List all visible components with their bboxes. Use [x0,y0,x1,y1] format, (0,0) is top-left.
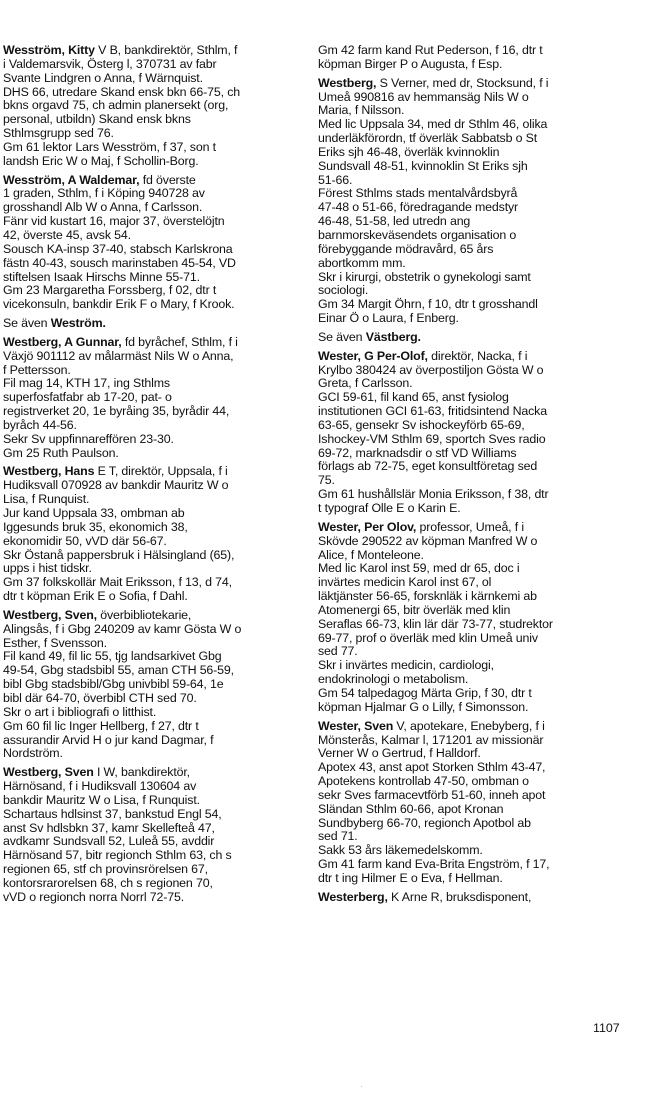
entry-wester-per-olov: Wester, Per Olov, professor, Umeå, f i Skövde 290522 av köpman Manfred W o Alice, f Monteleone. Med lic Karol inst 59, med dr 65, doc i invärtes medicin Karol inst 67, ol läktjänster 56-65, forsknläk i kärnkemi ab Atomenergi 65, bitr överläk med klin Seraflas 66-73, klin lär där 73-77, studrektor 69-77, prof o överläk med klin Umeå univ sed 77. Skr i invärtes medicin, cardiologi, endokrinologi o metabolism. Gm 54 talpedagog Märta Grip, f 30, dtr t köpman Hjalmar G o Lilly, f Simonsson. [318,519,553,714]
see-also-westrom: Se även Weström. [3,316,106,331]
entry-name: Wester, G Per-Olof, [318,348,428,363]
entry-westberg-hans: Westberg, Hans E T, direktör, Uppsala, f i Hudiksvall 070928 av bankdir Mauritz W o Lisa, f Runquist. Jur kand Uppsala 33, ombman ab Iggesunds bruk 35, ekonomich 38, ekonomidir 50, vVD där 56-67. Skr Östanå pappersbruk i Hälsingland (65), upps i hist tidskr. Gm 37 folkskollär Mait Eriksson, f 13, d 74, dtr t köpman Erik E o Sofia, f Dahl. [3,464,235,604]
entry-westerberg-arne: Westerberg, K Arne R, bruksdisponent, [318,889,532,904]
entry-name: Westberg, Sven [3,765,94,780]
entry-wester-sven: Wester, Sven V, apotekare, Enebyberg, f i Mönsterås, Kalmar l, 171201 av missionär Verner W o Gertrud, f Halldorf. Apotex 43, anst apot Storken Sthlm 43-47, Apotekens kontrollab 47-50, ombman o sekr Sves farmacevtförb 51-60, inneh apot Sländan Sthlm 60-66, apot Kronan Sundbyberg 66-70, regionch Apotbol ab sed 71. Sakk 53 års läkemedelskomm. Gm 41 farm kand Eva-Brita Engström, f 17, dtr t ing Hilmer E o Eva, f Hellman. [318,718,550,885]
see-also-vastberg: Se även Västberg. [318,329,421,344]
entry-wesstrom-kitty: Wesström, Kitty V B, bankdirektör, Sthlm, f i Valdemarsvik, Österg l, 370731 av fabr Svante Lindgren o Anna, f Wärnquist. DHS 66, utredare Skand ensk bkn 66-75, ch bkns orgavd 75, ch admin planersekt (org, personal, utbildn) Skand ensk bkns Sthlmsgrupp sed 76. Gm 61 lektor Lars Wesström, f 37, son t landsh Eric W o Maj, f Schollin-Borg. [3,43,240,168]
entry-name: Westberg, Sven, [3,607,97,622]
entry-name: Westberg, [318,75,377,90]
right-column [318,44,622,910]
left-column [3,44,307,910]
entry-name: Westerberg, [318,889,388,904]
scan-mark: · [360,1082,363,1091]
page-number: 1107 [593,1021,620,1035]
entry-westberg-verner: Westberg, S Verner, med dr, Stocksund, f i Umeå 990816 av hemmansäg Nils W o Maria, f Nilsson. Med lic Uppsala 34, med dr Sthlm 46, olika underläkförordn, tf överläk Sabbatsb o St Eriks sjh 46-48, överläk kvinnoklin Sundsvall 48-51, kvinnoklin St Eriks sjh 51-66. Förest Sthlms stads mentalvårdsbyrå 47-48 o 51-66, föredragande medstyr 46-48, 51-58, led utredn ang barnmorskeväsendets organisation o förebyggande mödravård, 65 års abortkomm mm. Skr i kirurgi, obstetrik o gynekologi samt sociologi. Gm 34 Margit Öhrn, f 10, dtr t grosshandl Einar Ö o Laura, f Enberg. [318,75,549,326]
entry-name: Wester, Sven [318,718,394,733]
entry-continuation: Gm 42 farm kand Rut Pederson, f 16, dtr t köpman Birger P o Augusta, f Esp. [318,43,543,71]
entry-wesstrom-waldemar: Wesström, A Waldemar, fd överste 1 graden, Sthlm, f i Köping 940728 av grosshandl Alb W o Anna, f Carlsson. Fänr vid kustart 16, major 37, överstelöjtn 42, överste 45, avsk 54. Sousch KA-insp 37-40, stabsch Karlskrona fästn 40-43, sousch marinstaben 45-54, VD stiftelsen Isaak Hirschs Minne 55-71. Gm 23 Margaretha Forssberg, f 02, dtr t vicekonsuln, bankdir Erik F o Mary, f Krook. [3,172,236,312]
entry-westberg-sven-2: Westberg, Sven I W, bankdirektör, Härnösand, f i Hudiksvall 130604 av bankdir Mauritz W o Lisa, f Runquist. Schartaus hdlsinst 37, bankstud Engl 54, anst Sv hdlsbkn 37, kamr Skellefteå 47, avdkamr Sundsvall 52, Luleå 55, avddir Härnösand 57, bitr regionch Sthlm 63, ch s regionen 65, stf ch provinsrörelsen 67, kontorsrarorelsen 68, ch s regionen 70, vVD o regionch norra Norrl 72-75. [3,765,232,904]
entry-name: Westberg, Hans [3,464,95,479]
entry-westberg-sven-1: Westberg, Sven, överbibliotekarie, Alingsås, f i Gbg 240209 av kamr Gösta W o Esther, f Svensson. Fil kand 49, fil lic 55, tjg landsarkivet Gbg 49-54, Gbg stadsbibl 55, aman CTH 56-59, bibl Gbg stadsbibl/Gbg univbibl 59-64, 1e bibl där 64-70, överbibl CTH sed 70. Skr o art i bibliografi o litthist. Gm 60 fil lic Inger Hellberg, f 27, dtr t assurandir Arvid H o jur kand Dagmar, f Nordström. [3,607,242,761]
entry-westberg-gunnar: Westberg, A Gunnar, fd byråchef, Sthlm, f i Växjö 901112 av målarmäst Nils W o Anna, f Pettersson. Fil mag 14, KTH 17, ing Sthlms superfosfatfabr ab 17-20, pat- o registrverket 20, 1e byråing 35, byrådir 44, byråch 44-56. Sekr Sv uppfinnareffören 23-30. Gm 25 Ruth Paulson. [3,334,238,460]
entry-name: Wester, Per Olov, [318,519,417,534]
entry-name: Westberg, A Gunnar, [3,334,122,349]
entry-name: Wesström, A Waldemar, [3,172,140,187]
entry-name: Wesström, Kitty [3,43,95,57]
entry-wester-per-olof: Wester, G Per-Olof, direktör, Nacka, f i Krylbo 380424 av överpostiljon Gösta W o Greta, f Carlsson. GCI 59-61, fil kand 65, anst fysiolog institutionen GCI 61-63, fritidsintend Nacka 63-65, gensekr Sv ishockeyförb 65-69, Ishockey-VM Sthlm 69, sportch Sves radio 69-72, marknadsdir o stf VD Williams förlags ab 72-75, eget konsultföretag sed 75. Gm 61 hushållslär Monia Eriksson, f 38, dtr t typograf Olle E o Karin E. [318,348,549,515]
